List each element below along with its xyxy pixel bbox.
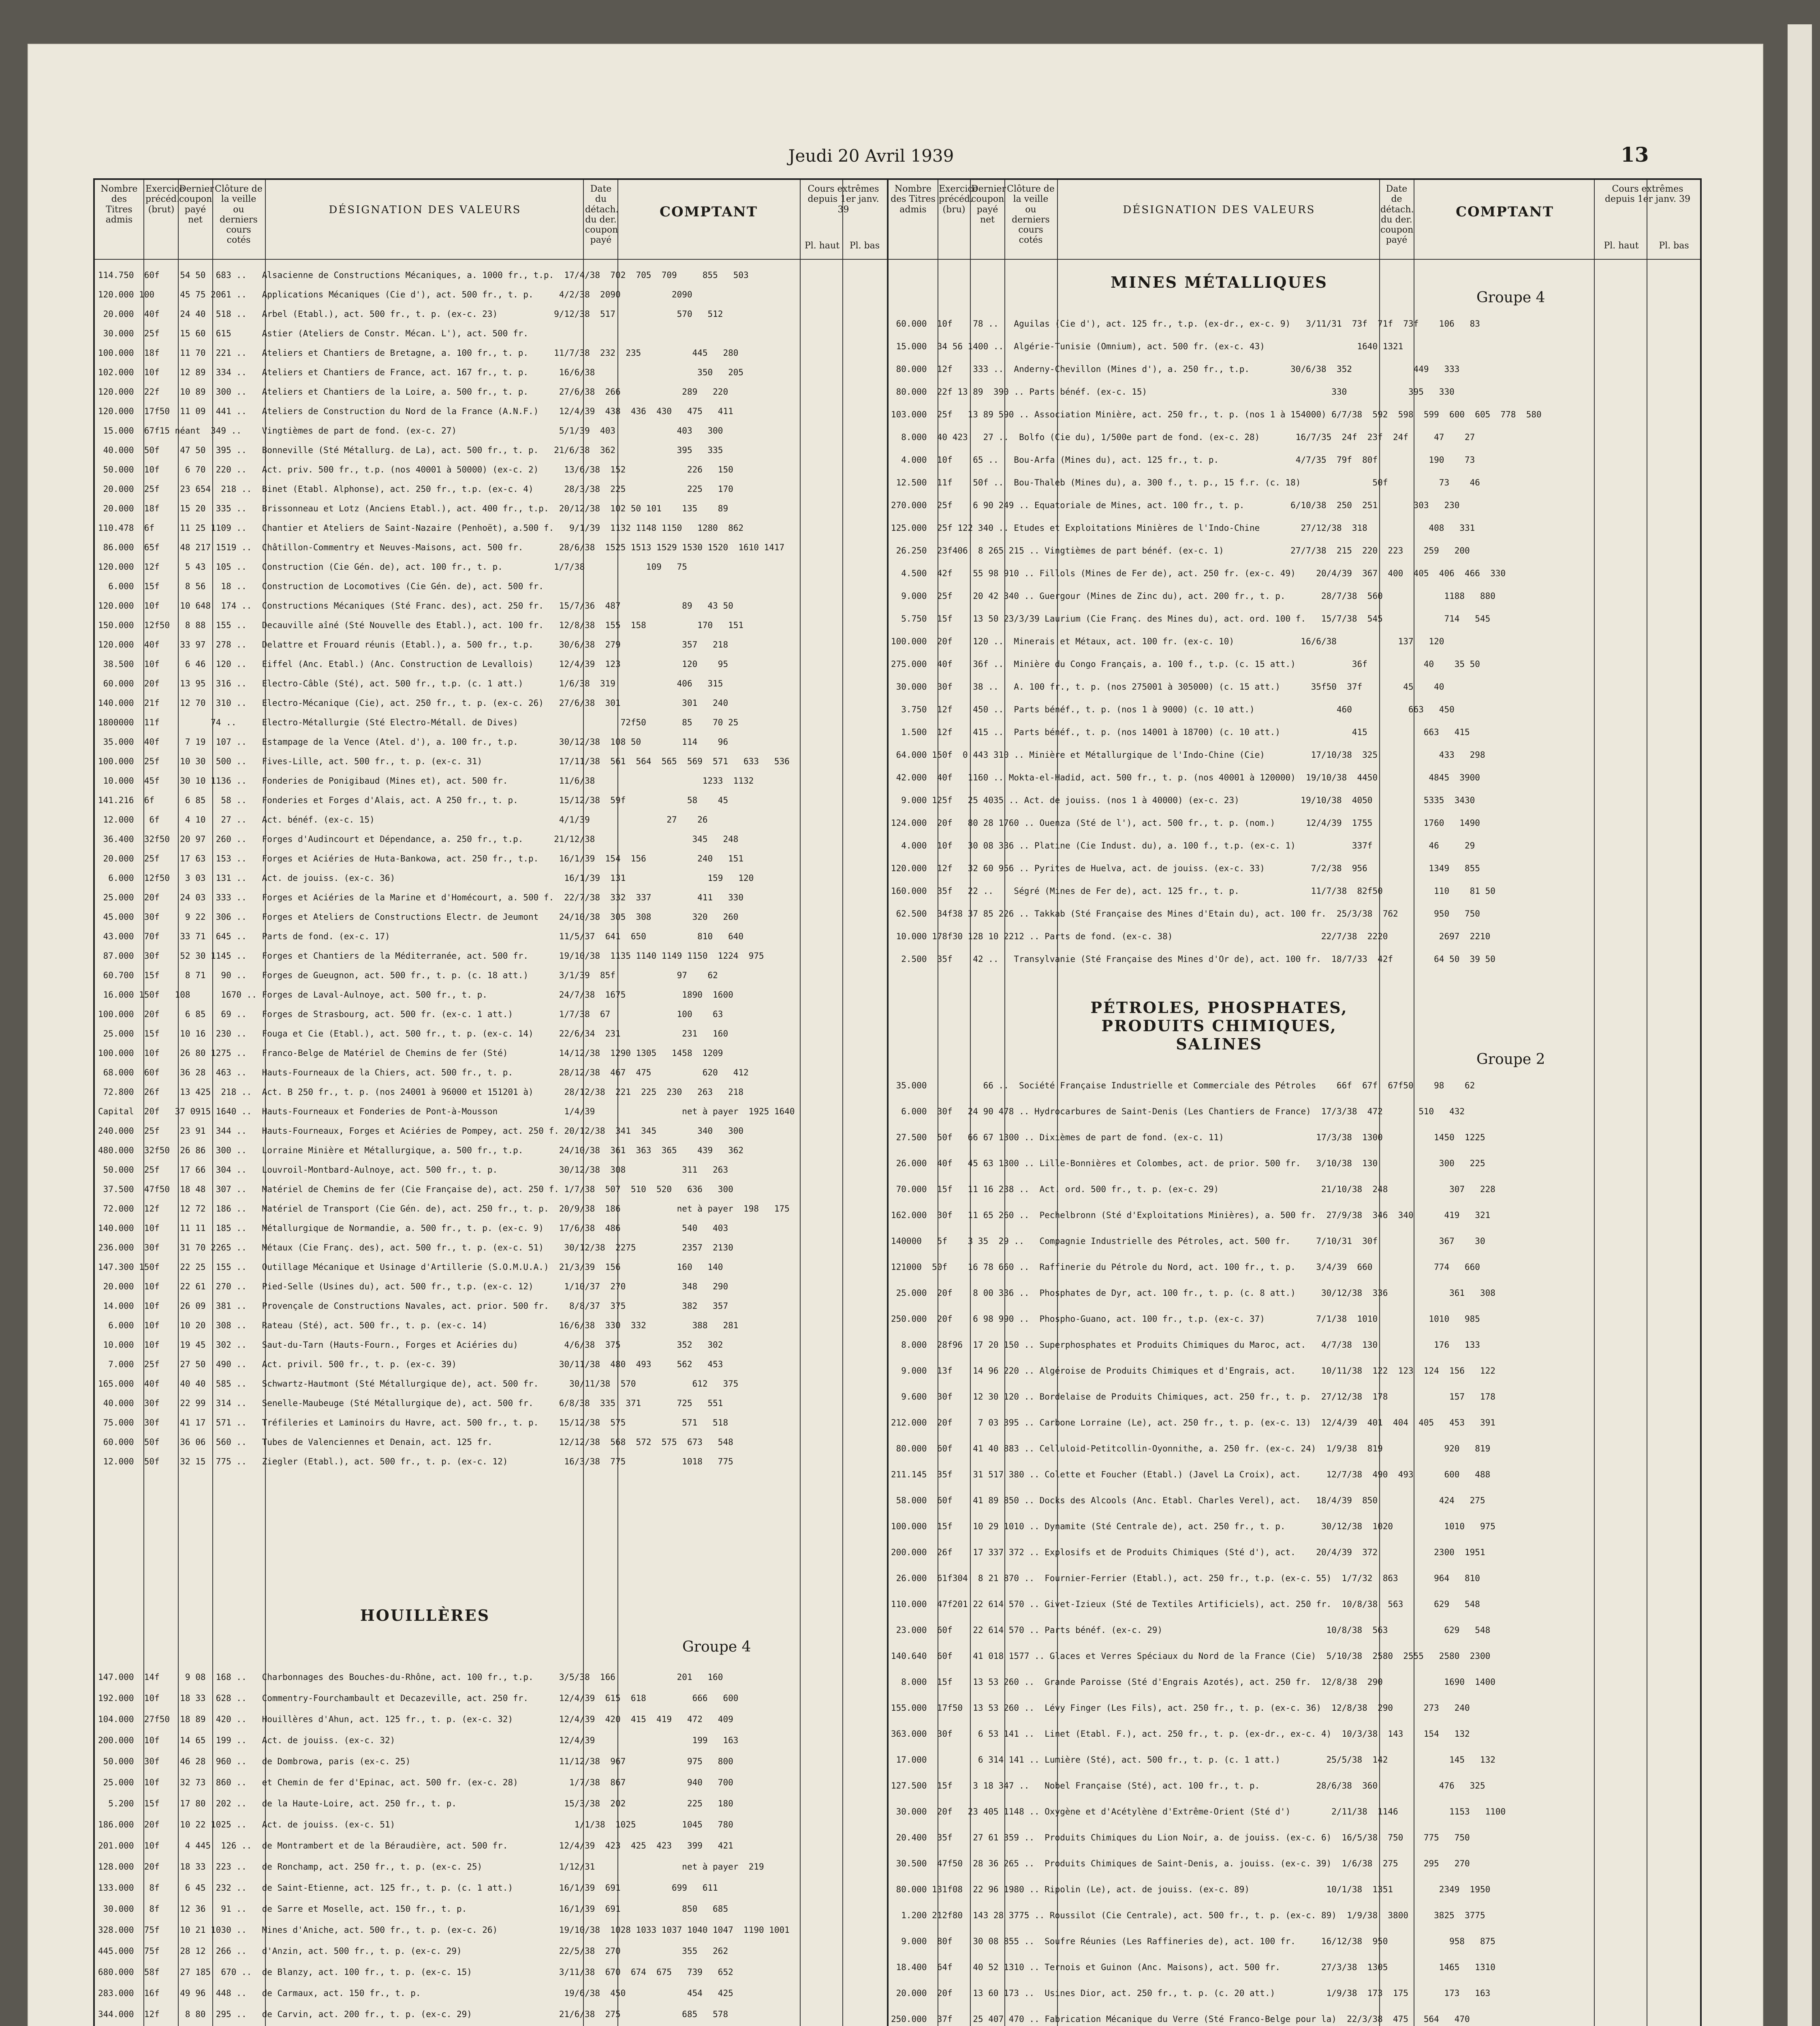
table-row: 1800000 11f 74 .. Electro-Métallurgie (Sté Electro-Métall. de Dives) 72f50 85 70 25 [98, 718, 739, 727]
section-heading: HOUILLÈRES [360, 1606, 490, 1624]
table-row: 147.000 14f 9 08 168 .. Charbonnages des Bouches-du-Rhône, act. 100 fr., t.p. 3/5/38 166 201 160 [98, 1672, 723, 1682]
table-row: 4.000 10f 65 .. Bou-Arfa (Mines du), act. 125 fr., t. p. 4/7/35 79f 80f 190 73 [891, 455, 1475, 465]
page-number: 13 [1621, 143, 1649, 167]
table-row: 120.000 10f 10 648 174 .. Constructions Mécaniques (Sté Franc. des), act. 250 fr. 15/7/36 487 89 43 50 [98, 601, 733, 611]
table-row: 72.000 12f 12 72 186 .. Matériel de Transport (Cie Gén. de), act. 250 fr., t. p. 20/9/38 186 net à payer 198 175 [98, 1204, 790, 1214]
table-row: 100.000 20f 6 85 69 .. Forges de Strasbourg, act. 500 fr. (ex-c. 1 att.) 1/7/38 67 100 63 [98, 1009, 723, 1019]
table-row: 70.000 15f 11 16 238 .. Act. ord. 500 fr., t. p. (ex-c. 29) 21/10/38 248 307 228 [891, 1184, 1495, 1194]
table-row: 283.000 16f 49 96 448 .. de Carmaux, act. 150 fr., t. p. 19/6/38 450 454 425 [98, 1988, 733, 1998]
table-row: 17.000 6 314 141 .. Lumière (Sté), act. 500 fr., t. p. (c. 1 att.) 25/5/38 142 145 132 [891, 1755, 1495, 1765]
table-row: 140000 5f 3 35 29 .. Compagnie Industrielle des Pétroles, act. 500 fr. 7/10/31 30f 367 30 [891, 1236, 1485, 1246]
col-head-cloture: Clôture de la veille ou derniers cours cotés [215, 184, 263, 246]
table-row: 110.000 47f201 22 614 570 .. Givet-Izieux (Sté de Textiles Artificiels), act. 250 fr. 10/8/38 563 629 548 [891, 1599, 1480, 1609]
table-row: 35.000 66 .. Société Française Industrielle et Commerciale des Pétroles 66f 67f 67f50 98 62 [891, 1081, 1475, 1090]
table-row: 20.000 25f 17 63 153 .. Forges et Aciéries de Huta-Bankowa, act. 250 fr., t.p. 16/1/39 154 156 240 151 [98, 854, 744, 863]
table-row: 10.000 10f 19 45 302 .. Saut-du-Tarn (Hauts-Fourn., Forges et Aciéries du) 4/6/38 375 352 302 [98, 1340, 723, 1350]
table-row: 103.000 25f 13 89 590 .. Association Minière, act. 250 fr., t. p. (nos 1 à 154000) 6/7/38 592 598 599 600 605 778 580 [891, 410, 1542, 419]
table-row: 1.200 212f80 143 28 3775 .. Roussilot (Cie Centrale), act. 500 fr., t. p. (ex-c. 89) 1/9/38 3800 3825 3775 [891, 1911, 1485, 1920]
section-heading: MINES MÉTALLIQUES [1111, 273, 1328, 291]
header-rule [95, 259, 1700, 260]
group-label: Groupe 4 [682, 1639, 751, 1655]
table-row: 680.000 58f 27 185 670 .. de Blanzy, act. 100 fr., t. p. (ex-c. 15) 3/11/38 670 674 675 739 652 [98, 1967, 733, 1977]
table-row: 344.000 12f 8 80 295 .. de Carvin, act. 200 fr., t. p. (ex-c. 29) 21/6/38 275 685 578 [98, 2009, 728, 2019]
col-head-cours-extremes: Cours extrêmes depuis 1er janv. 39 [807, 184, 879, 215]
table-row: 37.500 47f50 18 48 307 .. Matériel de Chemins de fer (Cie Française de), act. 250 f. 1/7/38 507 510 520 636 300 [98, 1184, 733, 1194]
table-row: 30.000 20f 23 405 1148 .. Oxygène et d'Acétylène d'Extrême-Orient (Sté d') 2/11/38 1146 1153 1100 [891, 1807, 1506, 1817]
table-row: 120.000 12f 32 60 956 .. Pyrites de Huelva, act. de jouiss. (ex-c. 33) 7/2/38 956 1349 855 [891, 863, 1480, 873]
table-row: 68.000 60f 36 28 463 .. Hauts-Fourneaux de la Chiers, act. 500 fr., t. p. 28/12/38 467 475 620 412 [98, 1068, 749, 1077]
table-row: 20.000 10f 22 61 270 .. Pied-Selle (Usines du), act. 500 fr., t.p. (ex-c. 12) 1/10/37 270 348 290 [98, 1282, 728, 1291]
table-row: 186.000 20f 10 22 1025 .. Act. de jouiss. (ex-c. 51) 1/1/38 1025 1045 780 [98, 1820, 733, 1829]
col-head-nombre: Nombre des Titres admis [100, 184, 138, 225]
table-row: 100.000 18f 11 70 221 .. Ateliers et Chantiers de Bretagne, a. 100 fr., t. p. 11/7/38 232 235 445 280 [98, 348, 739, 358]
table-row: 6.000 12f50 3 03 131 .. Act. de jouiss. (ex-c. 36) 16/1/39 131 159 120 [98, 873, 754, 883]
table-row: 43.000 70f 33 71 645 .. Parts de fond. (ex-c. 17) 11/5/37 641 650 810 640 [98, 932, 744, 941]
table-row: 120.000 40f 33 97 278 .. Delattre et Frouard réunis (Etabl.), a. 500 fr., t.p. 30/6/38 279 357 218 [98, 640, 728, 650]
col-head-cours-extremes: Cours extrêmes depuis 1er janv. 39 [1604, 184, 1691, 205]
table-row: 160.000 35f 22 .. Ségré (Mines de Fer de), act. 125 fr., t. p. 11/7/38 82f50 110 81 50 [891, 886, 1495, 896]
table-row: 10.000 178f30 128 10 2212 .. Parts de fond. (ex-c. 38) 22/7/38 2220 2697 2210 [891, 932, 1491, 941]
table-row: 250.000 37f 25 407 470 .. Fabrication Mécanique du Verre (Sté Franco-Belge pour la) 22/3/38 475 564 470 [891, 2014, 1470, 2024]
table-row: 133.000 8f 6 45 232 .. de Saint-Etienne, act. 125 fr., t. p. (c. 1 att.) 16/1/39 691 699 611 [98, 1883, 718, 1893]
table-row: 100.000 20f 120 .. Minerais et Métaux, act. 100 fr. (ex-c. 10) 16/6/38 137 120 [891, 637, 1444, 646]
table-row: 9.000 80f 30 08 855 .. Soufre Réunies (Les Raffineries de), act. 100 fr. 16/12/38 950 958 875 [891, 1936, 1495, 1946]
table-row: 87.000 30f 52 30 1145 .. Forges et Chantiers de la Méditerranée, act. 500 fr. 19/10/38 1135 1140 1149 1150 1224 975 [98, 951, 764, 961]
table-row: 270.000 25f 6 90 249 .. Equatoriale de Mines, act. 100 fr., t. p. 6/10/38 250 251 303 230 [891, 500, 1460, 510]
table-row: 8.000 28f96 17 20 150 .. Superphosphates et Produits Chimiques du Maroc, act. 4/7/38 130 176 133 [891, 1340, 1480, 1350]
table-row: 150.000 12f50 8 88 155 .. Decauville aîné (Sté Nouvelle des Etabl.), act. 100 fr. 12/8/38 155 158 170 151 [98, 620, 744, 630]
table-row: 23.000 60f 22 614 570 .. Parts bénéf. (ex-c. 29) 10/8/38 563 629 548 [891, 1625, 1491, 1635]
table-row: 30.500 47f50 28 36 265 .. Produits Chimiques de Saint-Denis, a. jouiss. (ex-c. 39) 1/6/38 275 295 270 [891, 1859, 1470, 1868]
table-row: 104.000 27f50 18 89 420 .. Houillères d'Ahun, act. 125 fr., t. p. (ex-c. 32) 12/4/39 420 415 419 472 409 [98, 1714, 733, 1724]
table-row: 5.750 15f 13 50 23/3/39 Laurium (Cie Franç. des Mines du), act. ord. 100 f. 15/7/38 545 714 545 [891, 614, 1491, 624]
table-row: 50.000 10f 6 70 220 .. Act. priv. 500 fr., t.p. (nos 40001 à 50000) (ex-c. 2) 13/6/38 152 226 150 [98, 465, 733, 474]
table-row: 80.000 12f 333 .. Anderny-Chevillon (Mines d'), a. 250 fr., t.p. 30/6/38 352 449 333 [891, 364, 1460, 374]
table-row: 100.000 25f 10 30 500 .. Fives-Lille, act. 500 fr., t. p. (ex-c. 31) 17/11/38 561 564 565 569 571 633 536 [98, 757, 790, 766]
col-head-pl-bas: Pl. bas [849, 241, 880, 251]
table-row: 155.000 17f50 13 53 260 .. Lévy Finger (Les Fils), act. 250 fr., t. p. (ex-c. 36) 12/8/38 290 273 240 [891, 1703, 1470, 1713]
header-date: Jeudi 20 Avril 1939 [788, 146, 954, 166]
table-row: 120.000 17f50 11 09 441 .. Ateliers de Construction du Nord de la France (A.N.F.) 12/4/39 438 436 430 475 411 [98, 406, 733, 416]
table-row: 6.000 15f 8 56 18 .. Construction de Locomotives (Cie Gén. de), act. 500 fr. [98, 581, 544, 591]
right-quotation-rows [891, 318, 1701, 976]
table-row: 121000 50f 16 78 660 .. Raffinerie du Pétrole du Nord, act. 100 fr., t. p. 3/4/39 660 774 660 [891, 1262, 1480, 1272]
table-row: 9.000 13f 14 96 220 .. Algéroise de Produits Chimiques et d'Engrais, act. 10/11/38 122 123 124 156 122 [891, 1366, 1495, 1376]
left-quotation-rows-houilleres [98, 1671, 884, 2026]
table-row: 128.000 20f 18 33 223 .. de Ronchamp, act. 250 fr., t. p. (ex-c. 25) 1/12/31 net à payer 219 [98, 1862, 764, 1872]
table-row: 328.000 75f 10 21 1030 .. Mines d'Aniche, act. 500 fr., t. p. (ex-c. 26) 19/10/38 1028 1033 1037 1040 1047 1190 1001 [98, 1925, 790, 1935]
table-row: 14.000 10f 26 09 381 .. Provençale de Constructions Navales, act. prior. 500 fr. 8/8/37 375 382 357 [98, 1301, 728, 1311]
table-row: 12.500 11f 50f .. Bou-Thaleb (Mines du), a. 300 f., t. p., 15 f.r. (c. 18) 50f 73 46 [891, 478, 1480, 487]
table-row: 25.000 20f 8 00 336 .. Phosphates de Dyr, act. 100 fr., t. p. (c. 8 att.) 30/12/38 336 361 308 [891, 1288, 1495, 1298]
table-row: 250.000 20f 6 98 990 .. Phospho-Guano, act. 100 fr., t.p. (ex-c. 37) 7/1/38 1010 1010 985 [891, 1314, 1480, 1324]
table-row: 80.000 131f08 22 96 1980 .. Ripolin (Le), act. de jouiss. (ex-c. 89) 10/1/38 1351 2349 1950 [891, 1885, 1491, 1894]
col-head-pl-haut: Pl. haut [804, 241, 840, 251]
table-row: 480.000 32f50 26 86 300 .. Lorraine Minière et Métallurgique, a. 500 fr., t.p. 24/10/38 361 363 365 439 362 [98, 1146, 744, 1155]
table-row: 40.000 30f 22 99 314 .. Senelle-Maubeuge (Sté Métallurgique de), act. 500 fr. 6/8/38 335 371 725 551 [98, 1398, 723, 1408]
col-head-designation: DÉSIGNATION DES VALEURS [329, 204, 521, 216]
table-row: 140.640 60f 41 018 1577 .. Glaces et Verres Spéciaux du Nord de la France (Cie) 5/10/38 2580 2555 2580 2300 [891, 1651, 1491, 1661]
table-row: 211.145 35f 31 517 380 .. Colette et Foucher (Etabl.) (Javel La Croix), act. 12/7/38 490 493 600 488 [891, 1470, 1491, 1479]
col-head-coupon: Dernier coupon payé net [179, 184, 214, 225]
table-row: 60.000 50f 36 06 560 .. Tubes de Valenciennes et Denain, act. 125 fr. 12/12/38 568 572 575 673 548 [98, 1437, 733, 1447]
col-head-date: Date du détach. du der. coupon payé [585, 184, 619, 246]
group-label: Groupe 2 [1476, 1051, 1545, 1068]
table-row: 124.000 20f 80 28 1760 .. Ouenza (Sté de l'), act. 500 fr., t. p. (nom.) 12/4/39 1755 1760 1490 [891, 818, 1480, 828]
table-row: 20.000 25f 23 654 218 .. Binet (Etabl. Alphonse), act. 250 fr., t.p. (ex-c. 4) 28/3/38 225 225 170 [98, 484, 733, 494]
table-row: 64.000 150f 0 443 310 .. Minière et Métallurgique de l'Indo-Chine (Cie) 17/10/38 325 433 298 [891, 750, 1485, 760]
table-row: 192.000 10f 18 33 628 .. Commentry-Fourchambault et Decazeville, act. 250 fr. 12/4/39 615 618 666 600 [98, 1693, 739, 1703]
table-row: 27.500 50f 66 67 1300 .. Dixièmes de part de fond. (ex-c. 11) 17/3/38 1300 1450 1225 [891, 1133, 1485, 1142]
table-row: 26.000 40f 45 63 1300 .. Lille-Bonnières et Colombes, act. de prior. 500 fr. 3/10/38 130 300 225 [891, 1158, 1485, 1168]
table-row: 120.000 12f 5 43 105 .. Construction (Cie Gén. de), act. 100 fr., t. p. 1/7/38 109 75 [98, 562, 687, 572]
col-head-designation: DÉSIGNATION DES VALEURS [1123, 204, 1316, 216]
table-row: 45.000 30f 9 22 306 .. Forges et Ateliers de Constructions Electr. de Jeumont 24/10/38 305 308 320 260 [98, 912, 739, 922]
table-row: 165.000 40f 40 40 585 .. Schwartz-Hautmont (Sté Métallurgique de), act. 500 fr. 30/11/38 570 612 375 [98, 1379, 739, 1389]
table-row: 58.000 60f 41 89 850 .. Docks des Alcools (Anc. Etabl. Charles Verel), act. 18/4/39 850 424 275 [891, 1496, 1485, 1505]
table-row: 20.000 40f 24 40 518 .. Arbel (Etabl.), act. 500 fr., t. p. (ex-c. 23) 9/12/38 517 570 512 [98, 309, 723, 319]
table-row: 9.000 125f 25 4035 .. Act. de jouiss. (nos 1 à 40000) (ex-c. 23) 19/10/38 4050 5335 3430 [891, 795, 1475, 805]
table-row: 6.000 30f 24 90 478 .. Hydrocarbures de Saint-Denis (Les Chantiers de France) 17/3/38 472 510 432 [891, 1107, 1465, 1116]
table-row: 120.000 22f 10 89 300 .. Ateliers et Chantiers de la Loire, a. 500 fr., t. p. 27/6/38 266 289 220 [98, 387, 728, 397]
quotation-table [93, 178, 1702, 2026]
table-row: 30.000 25f 15 60 615 Astier (Ateliers de Constr. Mécan. L'), act. 500 fr. [98, 329, 529, 338]
table-row: 9.600 30f 12 30 120 .. Bordelaise de Produits Chimiques, act. 250 fr., t. p. 27/12/38 178 157 178 [891, 1392, 1495, 1402]
table-row: 38.500 10f 6 46 120 .. Eiffel (Anc. Etabl.) (Anc. Construction de Levallois) 12/4/39 123 120 95 [98, 659, 728, 669]
table-row: 200.000 10f 14 65 199 .. Act. de jouiss. (ex-c. 32) 12/4/39 199 163 [98, 1735, 739, 1745]
table-row: 162.000 30f 11 65 260 .. Pechelbronn (Sté d'Exploitations Minières), a. 500 fr. 27/9/38 346 340 419 321 [891, 1210, 1491, 1220]
table-row: 114.750 60f 54 50 683 .. Alsacienne de Constructions Mécaniques, a. 1000 fr., t.p. 17/4/38 702 705 709 855 503 [98, 270, 749, 280]
table-row: 4.500 42f 55 98 910 .. Fillols (Mines de Fer de), act. 250 fr. (ex-c. 49) 20/4/39 367 400 405 406 466 330 [891, 568, 1506, 578]
table-row: 16.000 150f 108 1670 .. Forges de Laval-Aulnoye, act. 500 fr., t. p. 24/7/38 1675 1890 1600 [98, 990, 733, 1000]
table-row: 42.000 40f 1160 .. Mokta-el-Hadid, act. 500 fr., t. p. (nos 40001 à 120000) 19/10/38 4450 4845 3900 [891, 773, 1480, 782]
table-row: 4.000 10f 30 08 336 .. Platine (Cie Indust. du), a. 100 f., t.p. (ex-c. 1) 337f 46 29 [891, 841, 1475, 851]
table-row: 60.000 10f 78 .. Aguilas (Cie d'), act. 125 fr., t.p. (ex-dr., ex-c. 9) 3/11/31 73f 71f 73f 106 83 [891, 319, 1480, 329]
table-row: 8.000 15f 13 53 260 .. Grande Paroisse (Sté d'Engrais Azotés), act. 250 fr. 12/8/38 290 1690 1400 [891, 1677, 1495, 1687]
table-row: 6.000 10f 10 20 308 .. Rateau (Sté), act. 500 fr., t. p. (ex-c. 14) 16/6/38 330 332 388 281 [98, 1321, 739, 1330]
table-row: 445.000 75f 28 12 266 .. d'Anzin, act. 500 fr., t. p. (ex-c. 29) 22/5/38 270 355 262 [98, 1946, 728, 1956]
table-row: 7.000 25f 27 50 490 .. Act. privil. 500 fr., t. p. (ex-c. 39) 30/11/38 480 493 562 453 [98, 1359, 723, 1369]
table-row: 10.000 45f 30 10 1136 .. Fonderies de Ponigibaud (Mines et), act. 500 fr. 11/6/38 1233 1132 [98, 776, 754, 786]
col-head-comptant: COMPTANT [1455, 204, 1554, 220]
table-row: 35.000 40f 7 19 107 .. Estampage de la Vence (Atel. d'), a. 100 fr., t.p. 30/12/38 108 50 114 96 [98, 737, 728, 747]
table-row: 1.500 12f 415 .. Parts bénéf., t. p. (nos 14001 à 18700) (c. 10 att.) 415 663 415 [891, 727, 1470, 737]
table-row: 40.000 50f 47 50 395 .. Bonneville (Sté Métallurg. de La), act. 500 fr., t. p. 21/6/38 362 395 335 [98, 445, 723, 455]
table-row: 100.000 15f 10 29 1010 .. Dynamite (Sté Centrale de), act. 250 fr., t. p. 30/12/38 1020 1010 975 [891, 1522, 1495, 1531]
col-head-nombre: Nombre des Titres admis [891, 184, 936, 215]
right-quotation-rows-chimie [891, 1079, 1701, 2026]
table-row: 236.000 30f 31 70 2265 .. Métaux (Cie Franç. des), act. 500 fr., t. p. (ex-c. 51) 30/12/38 2275 2357 2130 [98, 1243, 733, 1252]
table-row: 30.000 30f 38 .. A. 100 fr., t. p. (nos 275001 à 305000) (c. 15 att.) 35f50 37f 45 40 [891, 682, 1444, 692]
table-row: 275.000 40f 36f .. Minière du Congo Français, a. 100 f., t.p. (c. 15 att.) 36f 40 35 50 [891, 659, 1480, 669]
table-row: 80.000 60f 41 40 883 .. Celluloid-Petitcollin-Oyonnithe, a. 250 fr. (ex-c. 24) 1/9/38 819 920 819 [891, 1444, 1491, 1453]
table-row: 25.000 10f 32 73 860 .. et Chemin de fer d'Epinac, act. 500 fr. (ex-c. 28) 1/7/38 867 940 700 [98, 1778, 733, 1787]
col-head-exercice: Exercice précéd. (bru) [939, 184, 978, 215]
table-row: 125.000 25f 122 340 .. Etudes et Exploitations Minières de l'Indo-Chine 27/12/38 318 408 331 [891, 523, 1475, 533]
table-row: 75.000 30f 41 17 571 .. Tréfileries et Laminoirs du Havre, act. 500 fr., t. p. 15/12/38 575 571 518 [98, 1418, 728, 1428]
group-label: Groupe 4 [1476, 289, 1545, 306]
table-row: 72.800 26f 13 425 218 .. Act. B 250 fr., t. p. (nos 24001 à 96000 et 151201 à) 28/12/38 221 225 230 263 218 [98, 1087, 744, 1097]
table-row: 36.400 32f50 20 97 260 .. Forges d'Audincourt et Dépendance, a. 250 fr., t.p. 21/12/38 345 248 [98, 834, 739, 844]
left-quotation-rows [98, 269, 884, 1475]
table-row: 363.000 30f 6 53 141 .. Linet (Etabl. F.), act. 250 fr., t. p. (ex-dr., ex-c. 4) 10/3/38 143 154 132 [891, 1729, 1470, 1739]
table-row: 12.000 6f 4 10 27 .. Act. bénéf. (ex-c. 15) 4/1/39 27 26 [98, 815, 708, 825]
table-row: 80.000 22f 13 89 390 .. Parts bénéf. (ex-c. 15) 330 395 330 [891, 387, 1455, 397]
table-row: 5.200 15f 17 80 202 .. de la Haute-Loire, act. 250 fr., t. p. 15/3/38 202 225 180 [98, 1799, 733, 1808]
table-row: 147.300 150f 22 25 155 .. Outillage Mécanique et Usinage d'Artillerie (S.O.M.U.A.) 21/3/39 156 160 140 [98, 1262, 723, 1272]
col-head-coupon: Dernier coupon payé net [971, 184, 1006, 225]
table-row: 141.216 6f 6 85 58 .. Fonderies et Forges d'Alais, act. A 250 fr., t. p. 15/12/38 59f 58 45 [98, 795, 728, 805]
page-edge-strip [1788, 24, 1812, 2026]
table-row: 62.500 34f38 37 85 226 .. Takkab (Sté Française des Mines d'Etain du), act. 100 fr. 25/3/38 762 950 750 [891, 909, 1480, 919]
table-row: 30.000 8f 12 36 91 .. de Sarre et Moselle, act. 150 fr., t. p. 16/1/39 691 850 685 [98, 1904, 728, 1914]
table-row: 140.000 10f 11 11 185 .. Métallurgique de Normandie, a. 500 fr., t. p. (ex-c. 9) 17/6/38 486 540 403 [98, 1223, 728, 1233]
table-row: 15.000 67f15 néant 349 .. Vingtièmes de part de fond. (ex-c. 27) 5/1/39 403 403 300 [98, 426, 723, 436]
table-row: 120.000 100 45 75 2061 .. Applications Mécaniques (Cie d'), act. 500 fr., t. p. 4/2/38 2090 2090 [98, 290, 692, 299]
table-row: 127.500 15f 3 18 347 .. Nobel Française (Sté), act. 100 fr., t. p. 28/6/38 360 476 325 [891, 1781, 1485, 1791]
table-row: 3.750 12f 450 .. Parts bénéf., t. p. (nos 1 à 9000) (c. 10 att.) 460 663 450 [891, 705, 1455, 714]
table-row: 60.000 20f 13 95 316 .. Electro-Câble (Sté), act. 500 fr., t.p. (c. 1 att.) 1/6/38 319 406 315 [98, 679, 723, 688]
center-rule [887, 180, 889, 2026]
table-row: 140.000 21f 12 70 310 .. Electro-Mécanique (Cie), act. 250 fr., t. p. (ex-c. 26) 27/6/38 301 301 240 [98, 698, 728, 708]
table-row: 15.000 34 56 1400 .. Algérie-Tunisie (Omnium), act. 500 fr. (ex-c. 43) 1640 1321 [891, 342, 1403, 351]
table-row: 26.250 23f406 8 265 215 .. Vingtièmes de part bénéf. (ex-c. 1) 27/7/38 215 220 223 259 200 [891, 546, 1470, 556]
table-row: 2.500 35f 42 .. Transylvanie (Sté Française des Mines d'Or de), act. 100 fr. 18/7/33 42f 64 50 39 50 [891, 954, 1495, 964]
table-row: 201.000 10f 4 445 126 .. de Montrambert et de la Béraudière, act. 500 fr. 12/4/39 423 425 423 399 421 [98, 1841, 733, 1851]
table-row: 60.700 15f 8 71 90 .. Forges de Gueugnon, act. 500 fr., t. p. (c. 18 att.) 3/1/39 85f 97 62 [98, 970, 718, 980]
table-row: 50.000 30f 46 28 960 .. de Dombrowa, paris (ex-c. 25) 11/12/38 967 975 800 [98, 1757, 733, 1766]
col-head-pl-bas: Pl. bas [1659, 241, 1689, 251]
table-row: 200.000 26f 17 337 372 .. Explosifs et de Produits Chimiques (Sté d'), act. 20/4/39 372 2300 1951 [891, 1547, 1485, 1557]
col-head-exercice: Exercice précéd. (brut) [145, 184, 185, 215]
table-row: 8.000 40 423 27 .. Bolfo (Cie du), 1/500e part de fond. (ex-c. 28) 16/7/35 24f 23f 24f 47 27 [891, 432, 1475, 442]
table-row: 86.000 65f 48 217 1519 .. Châtillon-Commentry et Neuves-Maisons, act. 500 fr. 28/6/38 1525 1513 1529 1530 1520 1610 1417 [98, 543, 785, 552]
table-row: 26.000 61f304 8 21 870 .. Fournier-Ferrier (Etabl.), act. 250 fr., t.p. (ex-c. 55) 1/7/32 863 964 810 [891, 1573, 1480, 1583]
table-row: 50.000 25f 17 66 304 .. Louvroil-Montbard-Aulnoye, act. 500 fr., t. p. 30/12/38 308 311 263 [98, 1165, 728, 1175]
table-row: 12.000 50f 32 15 775 .. Ziegler (Etabl.), act. 500 fr., t. p. (ex-c. 12) 16/3/38 775 1018 775 [98, 1457, 733, 1466]
section-heading: PÉTROLES, PHOSPHATES, PRODUITS CHIMIQUES, SALINES [1090, 998, 1348, 1053]
table-row: 9.000 25f 20 42 340 .. Guergour (Mines de Zinc du), act. 200 fr., t. p. 28/7/38 560 1188 880 [891, 591, 1495, 601]
table-row: 102.000 10f 12 89 334 .. Ateliers et Chantiers de France, act. 167 fr., t. p. 16/6/38 350 205 [98, 368, 744, 377]
table-row: 18.400 64f 40 52 1310 .. Ternois et Guinon (Anc. Maisons), act. 500 fr. 27/3/38 1305 1465 1310 [891, 1962, 1495, 1972]
table-row: 20.000 18f 15 20 335 .. Brissonneau et Lotz (Anciens Etabl.), act. 400 fr., t.p. 20/12/38 102 50 101 135 89 [98, 504, 728, 513]
table-row: 20.000 20f 13 60 173 .. Usines Dior, act. 250 fr., t. p. (c. 20 att.) 1/9/38 173 175 173 163 [891, 1988, 1491, 1998]
table-row: 212.000 20f 7 03 395 .. Carbone Lorraine (Le), act. 250 fr., t. p. (ex-c. 13) 12/4/39 401 404 405 453 391 [891, 1418, 1495, 1428]
table-row: 110.478 6f 11 25 1109 .. Chantier et Ateliers de Saint-Nazaire (Penhoët), a.500 f. 9/1/39 1132 1148 1150 1280 862 [98, 523, 744, 533]
table-row: 240.000 25f 23 91 344 .. Hauts-Fourneaux, Forges et Aciéries de Pompey, act. 250 f. 20/12/38 341 345 340 300 [98, 1126, 744, 1136]
col-head-date: Date de détach. du der. coupon payé [1380, 184, 1414, 246]
col-head-pl-haut: Pl. haut [1604, 241, 1639, 251]
col-head-comptant: COMPTANT [659, 204, 758, 220]
table-row: Capital 20f 37 0915 1640 .. Hauts-Fourneaux et Fonderies de Pont-à-Mousson 1/4/39 net à payer 1925 1640 [98, 1107, 795, 1116]
table-row: 25.000 20f 24 03 333 .. Forges et Aciéries de la Marine et d'Homécourt, a. 500 f. 22/7/38 332 337 411 330 [98, 893, 744, 902]
col-head-cloture: Clôture de la veille ou derniers cours cotés [1007, 184, 1055, 246]
table-row: 25.000 15f 10 16 230 .. Fouga et Cie (Etabl.), act. 500 fr., t. p. (ex-c. 14) 22/6/34 231 231 160 [98, 1029, 728, 1039]
table-row: 20.400 35f 27 61 359 .. Produits Chimiques du Lion Noir, a. de jouiss. (ex-c. 6) 16/5/38 750 775 750 [891, 1833, 1470, 1842]
table-row: 100.000 10f 26 80 1275 .. Franco-Belge de Matériel de Chemins de fer (Sté) 14/12/38 1290 1305 1458 1209 [98, 1048, 723, 1058]
